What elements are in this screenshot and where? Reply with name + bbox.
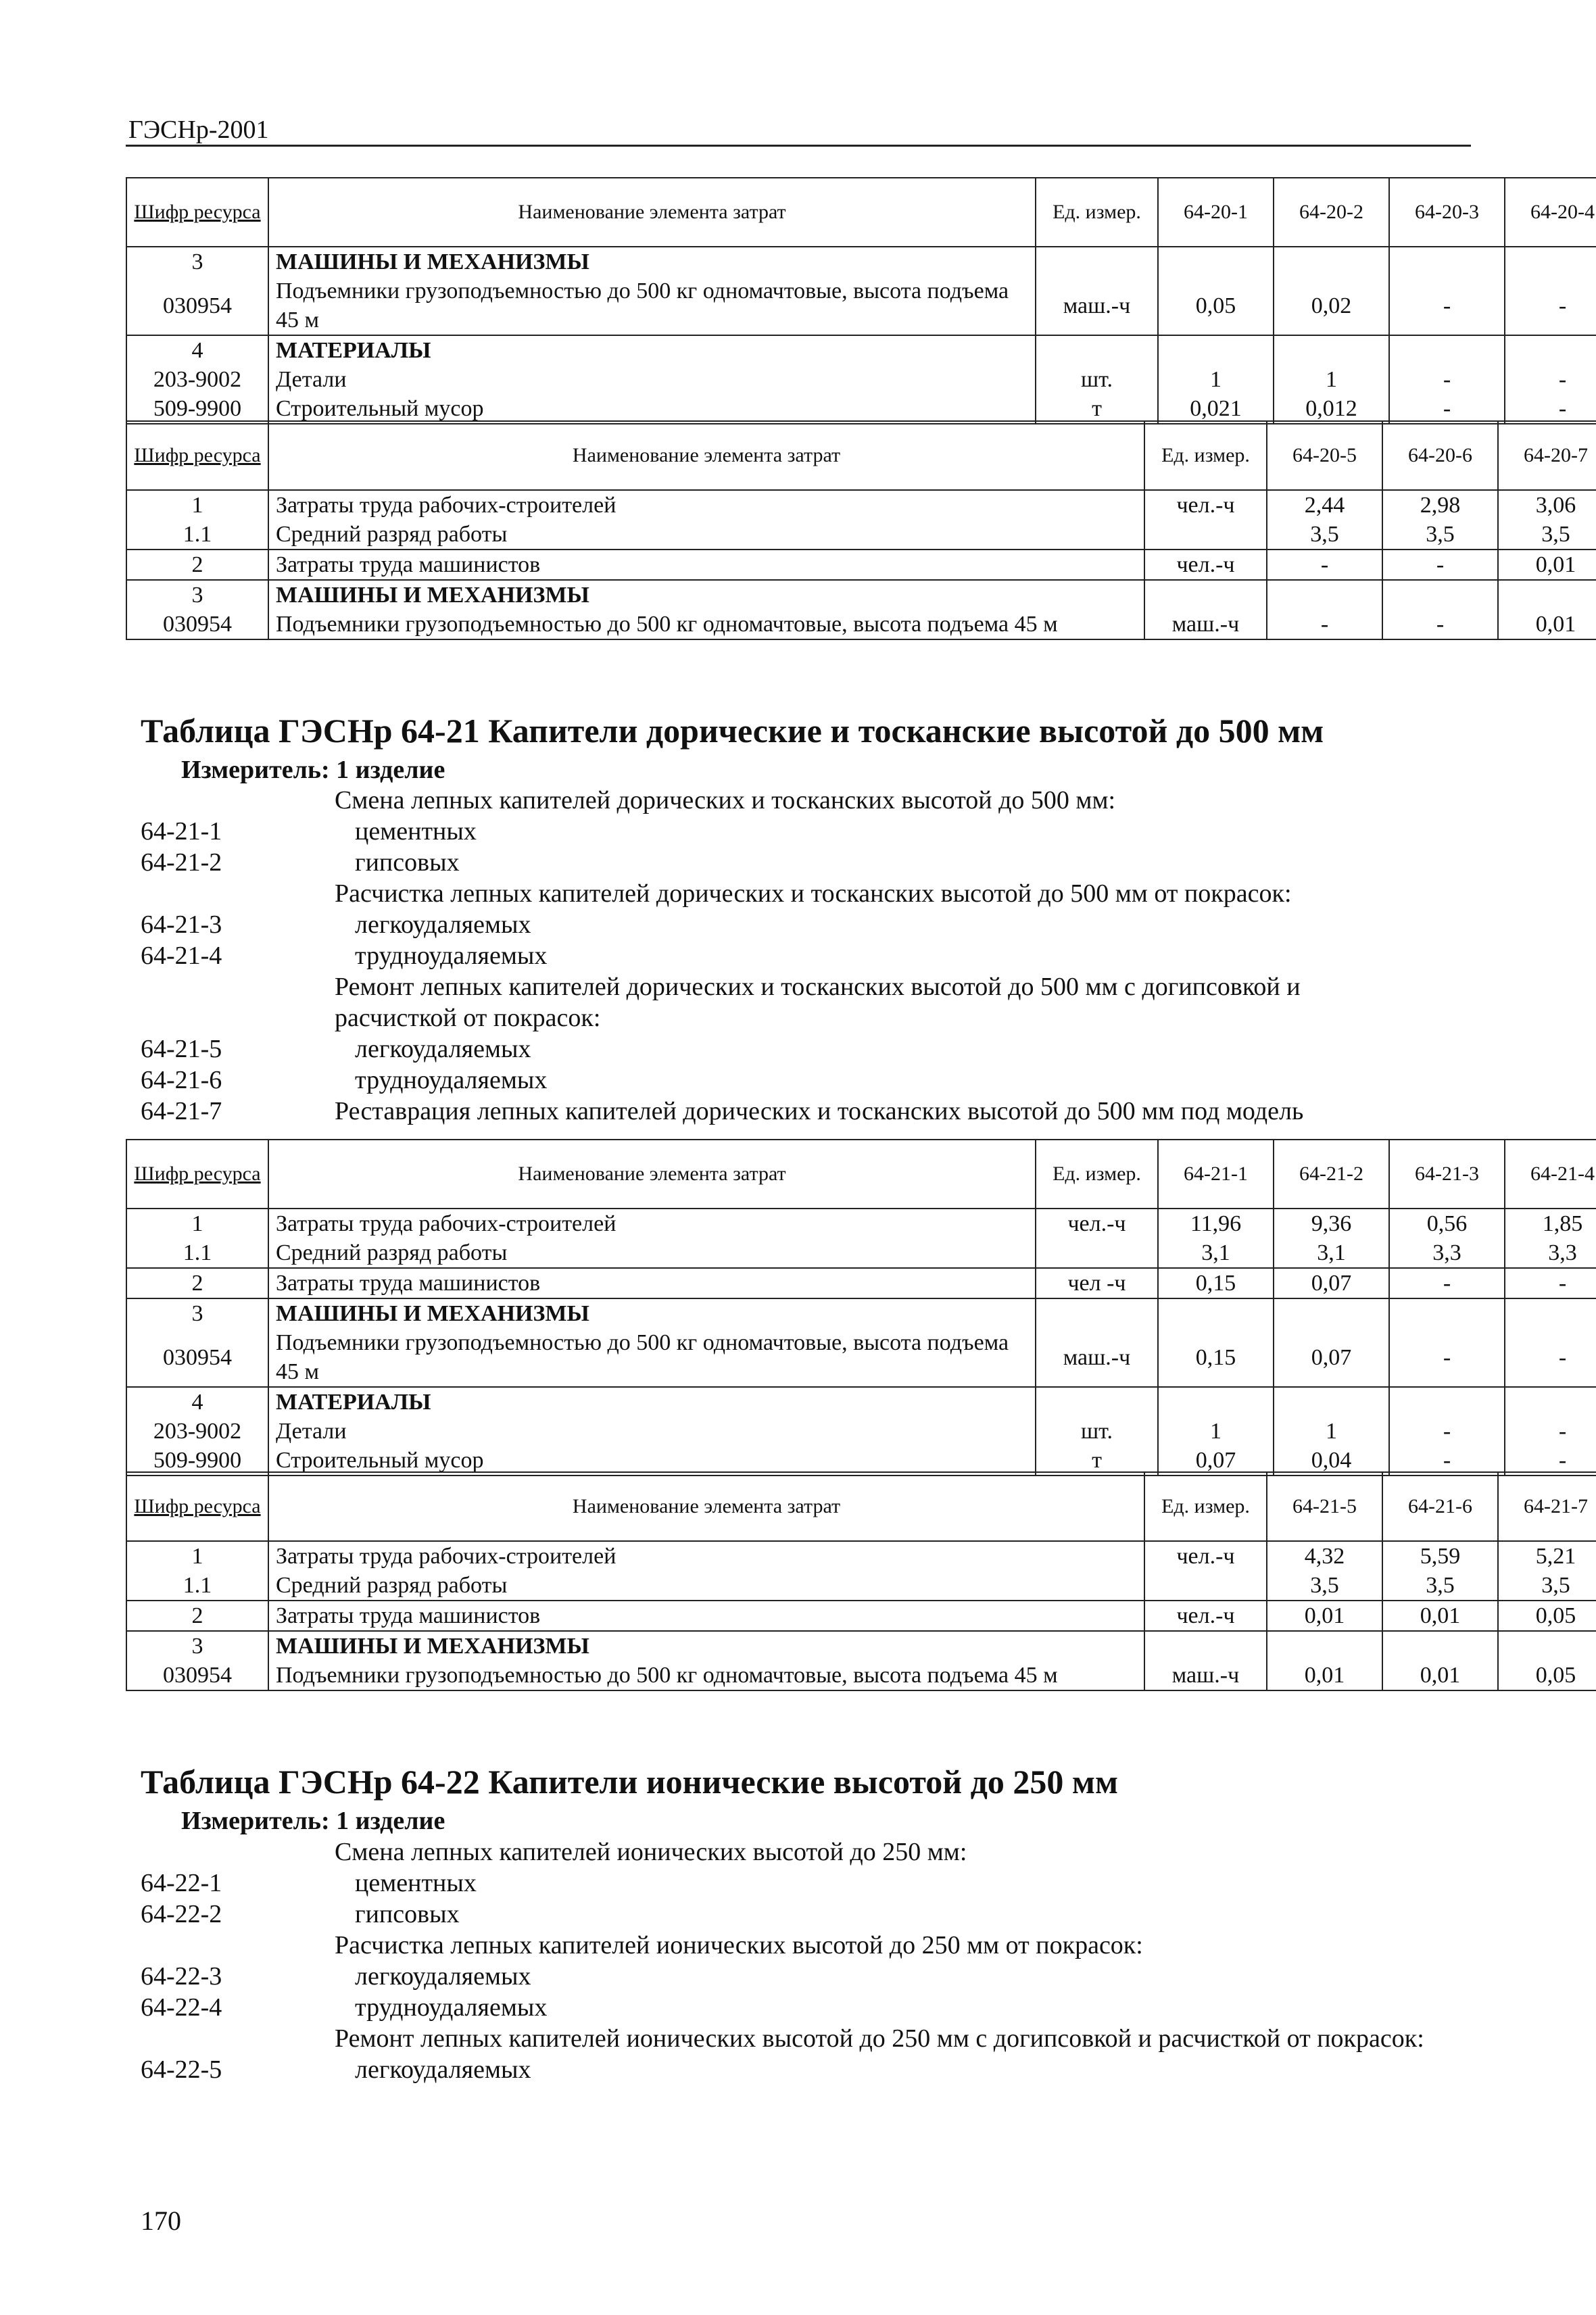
resource-code: 3: [126, 1631, 268, 1661]
resource-name: Детали: [268, 1417, 1036, 1446]
norm-value: 0,07: [1274, 1268, 1389, 1298]
unit: т: [1036, 1446, 1158, 1476]
col-header-code-label: Шифр ресурса: [134, 1163, 261, 1185]
norm-value: -: [1505, 1328, 1596, 1387]
work-item: [141, 878, 1425, 909]
work-description: Ремонт лепных капителей ионических высотой до 250 мм с догипсовкой и расчисткой от покрасок:: [335, 2024, 1424, 2053]
norm-value: 0,05: [1498, 1601, 1596, 1631]
work-code: 64-22-1: [141, 1869, 222, 1897]
norm-value: [1389, 1298, 1505, 1328]
col-header-norm: 64-20-3: [1389, 178, 1505, 247]
resource-code: 203-9002: [126, 365, 268, 394]
resource-name: Затраты труда рабочих-строителей: [268, 1541, 1144, 1571]
unit: [1144, 520, 1267, 550]
resource-name: Строительный мусор: [268, 394, 1036, 424]
norm-value: [1158, 1387, 1274, 1417]
norm-value: [1498, 1631, 1596, 1661]
norm-value: [1505, 335, 1596, 365]
norm-value: 3,3: [1389, 1238, 1505, 1268]
work-description: Ремонт лепных капителей дорических и тосканских высотой до 500 мм с догипсовкой и расчисткой от покрасок:: [335, 973, 1301, 1032]
resource-table-64-21-5-7: [126, 1471, 1596, 1691]
table-row: [126, 550, 1596, 580]
resource-name: МАШИНЫ И МЕХАНИЗМЫ: [268, 580, 1144, 610]
norm-value: -: [1389, 394, 1505, 424]
col-header-norm: 64-20-4: [1505, 178, 1596, 247]
norm-value: -: [1505, 276, 1596, 335]
col-header-name: Наименование элемента затрат: [268, 1140, 1036, 1209]
norm-value: -: [1389, 365, 1505, 394]
table-row: [126, 1238, 1596, 1268]
table-row: [126, 1661, 1596, 1690]
resource-code: 1: [126, 490, 268, 520]
resource-name: МАШИНЫ И МЕХАНИЗМЫ: [268, 1298, 1036, 1328]
table-row: [126, 1328, 1596, 1387]
norm-value: -: [1389, 1268, 1505, 1298]
unit: чел -ч: [1036, 1268, 1158, 1298]
unit: [1144, 1571, 1267, 1601]
resource-name: МАТЕРИАЛЫ: [268, 1387, 1036, 1417]
norm-value: -: [1389, 1417, 1505, 1446]
table-row: [126, 1298, 1596, 1328]
work-item: [141, 1992, 1425, 2023]
norm-value: 0,01: [1267, 1661, 1382, 1690]
measure-unit-64-22: Измеритель: 1 изделие: [181, 1807, 445, 1835]
work-code: [141, 2023, 335, 2054]
table-header-row: [126, 1140, 1596, 1209]
norm-value: 0,15: [1158, 1268, 1274, 1298]
work-description: Расчистка лепных капителей дорических и тосканских высотой до 500 мм от покрасок:: [335, 879, 1292, 908]
norm-value: 3,5: [1382, 520, 1498, 550]
norm-value: [1158, 335, 1274, 365]
col-header-code: [126, 1140, 268, 1209]
resource-name: Затраты труда машинистов: [268, 1268, 1036, 1298]
resource-code: 3: [126, 247, 268, 276]
unit: шт.: [1036, 1417, 1158, 1446]
col-header-norm: 64-20-2: [1274, 178, 1389, 247]
col-header-unit: Ед. измер.: [1036, 1140, 1158, 1209]
norm-value: [1274, 247, 1389, 276]
work-item: [141, 971, 1425, 1033]
norm-value: 0,01: [1382, 1661, 1498, 1690]
norm-value: -: [1389, 276, 1505, 335]
work-description: гипсовых: [355, 1900, 460, 1928]
resource-name: Средний разряд работы: [268, 1571, 1144, 1601]
work-description: легкоудаляемых: [355, 1035, 531, 1063]
work-description: Смена лепных капителей ионических высотой до 250 мм:: [335, 1838, 967, 1866]
resource-name: Детали: [268, 365, 1036, 394]
table-row: [126, 520, 1596, 550]
col-header-code: [126, 1472, 268, 1541]
table-row: [126, 610, 1596, 639]
norm-value: 0,07: [1274, 1328, 1389, 1387]
work-code: 64-22-5: [141, 2055, 222, 2084]
header-rule: [126, 145, 1471, 147]
resource-table-64-21-1-4: [126, 1139, 1596, 1476]
norm-value: 3,1: [1274, 1238, 1389, 1268]
norm-value: 3,5: [1267, 1571, 1382, 1601]
resource-code: 1.1: [126, 1238, 268, 1268]
norm-value: [1505, 1298, 1596, 1328]
norm-value: 0,01: [1498, 610, 1596, 639]
resource-name: Подъемники грузоподъемностью до 500 кг одномачтовые, высота подъема 45 м: [268, 1328, 1036, 1387]
col-header-name: Наименование элемента затрат: [268, 421, 1144, 490]
unit: маш.-ч: [1144, 610, 1267, 639]
table-row: [126, 1631, 1596, 1661]
norm-value: 4,32: [1267, 1541, 1382, 1571]
col-header-norm: 64-20-1: [1158, 178, 1274, 247]
norm-value: [1158, 1298, 1274, 1328]
work-description: цементных: [355, 1869, 477, 1897]
work-item: [141, 1065, 1425, 1096]
norm-value: 1: [1158, 1417, 1274, 1446]
norm-value: 9,36: [1274, 1209, 1389, 1238]
norm-value: [1382, 1631, 1498, 1661]
resource-code: 2: [126, 550, 268, 580]
col-header-unit: Ед. измер.: [1036, 178, 1158, 247]
measure-unit-64-21: Измеритель: 1 изделие: [181, 756, 445, 784]
resource-name: Подъемники грузоподъемностью до 500 кг одномачтовые, высота подъема 45 м: [268, 1661, 1144, 1690]
table-row: [126, 1541, 1596, 1571]
work-item: [141, 847, 1425, 878]
norm-value: 0,07: [1158, 1446, 1274, 1476]
table-row: [126, 1209, 1596, 1238]
norm-value: -: [1382, 610, 1498, 639]
norm-value: 0,04: [1274, 1446, 1389, 1476]
works-list-64-22: [141, 1836, 1425, 2085]
col-header-norm: 64-21-2: [1274, 1140, 1389, 1209]
table-row: [126, 335, 1596, 365]
norm-value: 0,01: [1498, 550, 1596, 580]
work-code: 64-21-3: [141, 910, 222, 939]
norm-value: 2,98: [1382, 490, 1498, 520]
resource-code: 4: [126, 335, 268, 365]
norm-value: -: [1505, 1417, 1596, 1446]
norm-value: [1274, 1298, 1389, 1328]
norm-value: [1274, 1387, 1389, 1417]
norm-value: 3,5: [1382, 1571, 1498, 1601]
resource-code: 4: [126, 1387, 268, 1417]
work-code: 64-22-4: [141, 1993, 222, 2022]
resource-name: Подъемники грузоподъемностью до 500 кг одномачтовые, высота подъема 45 м: [268, 276, 1036, 335]
col-header-name: Наименование элемента затрат: [268, 1472, 1144, 1541]
resource-table-64-20-5-7: [126, 420, 1596, 640]
norm-value: -: [1505, 1268, 1596, 1298]
table-title-64-21: Таблица ГЭСНр 64-21 Капители дорические и тосканские высотой до 500 мм: [141, 712, 1324, 750]
norm-value: [1382, 580, 1498, 610]
unit: чел.-ч: [1036, 1209, 1158, 1238]
unit: [1144, 1631, 1267, 1661]
unit: маш.-ч: [1036, 1328, 1158, 1387]
unit: маш.-ч: [1036, 276, 1158, 335]
resource-code: 1: [126, 1209, 268, 1238]
unit: [1144, 580, 1267, 610]
col-header-norm: 64-21-1: [1158, 1140, 1274, 1209]
work-description: легкоудаляемых: [355, 1962, 531, 1991]
norm-value: 3,3: [1505, 1238, 1596, 1268]
col-header-norm: 64-20-6: [1382, 421, 1498, 490]
work-code: [141, 1836, 335, 1868]
works-list-64-21: [141, 785, 1425, 1127]
work-item: [141, 1096, 1425, 1127]
norm-value: 3,5: [1498, 1571, 1596, 1601]
norm-value: 0,012: [1274, 394, 1389, 424]
resource-code: 203-9002: [126, 1417, 268, 1446]
norm-value: [1158, 247, 1274, 276]
unit: [1036, 1298, 1158, 1328]
work-description: цементных: [355, 817, 477, 846]
norm-value: 3,5: [1498, 520, 1596, 550]
norm-value: 1: [1274, 1417, 1389, 1446]
resource-code: 030954: [126, 1328, 268, 1387]
unit: чел.-ч: [1144, 550, 1267, 580]
norm-value: 2,44: [1267, 490, 1382, 520]
col-header-code-label: Шифр ресурса: [134, 444, 261, 466]
col-header-norm: 64-21-6: [1382, 1472, 1498, 1541]
norm-value: -: [1389, 1446, 1505, 1476]
resource-code: 509-9900: [126, 394, 268, 424]
norm-value: 3,06: [1498, 490, 1596, 520]
norm-value: 5,59: [1382, 1541, 1498, 1571]
work-item: [141, 816, 1425, 847]
resource-name: МАШИНЫ И МЕХАНИЗМЫ: [268, 247, 1036, 276]
resource-code: 1.1: [126, 1571, 268, 1601]
norm-value: 3,1: [1158, 1238, 1274, 1268]
col-header-norm: 64-20-7: [1498, 421, 1596, 490]
unit: маш.-ч: [1144, 1661, 1267, 1690]
col-header-name: Наименование элемента затрат: [268, 178, 1036, 247]
norm-value: 0,02: [1274, 276, 1389, 335]
norm-value: 5,21: [1498, 1541, 1596, 1571]
norm-value: [1389, 1387, 1505, 1417]
unit: [1036, 247, 1158, 276]
work-code: 64-21-1: [141, 817, 222, 846]
col-header-code-label: Шифр ресурса: [134, 1495, 261, 1517]
table-row: [126, 247, 1596, 276]
work-description: трудноудаляемых: [355, 1993, 548, 2022]
resource-code: 509-9900: [126, 1446, 268, 1476]
table-row: [126, 1387, 1596, 1417]
resource-code: 3: [126, 1298, 268, 1328]
norm-value: -: [1505, 1446, 1596, 1476]
norm-value: [1505, 1387, 1596, 1417]
unit: шт.: [1036, 365, 1158, 394]
col-header-unit: Ед. измер.: [1144, 1472, 1267, 1541]
work-item: [141, 1930, 1425, 1961]
col-header-unit: Ед. измер.: [1144, 421, 1267, 490]
norm-value: 1,85: [1505, 1209, 1596, 1238]
norm-value: 11,96: [1158, 1209, 1274, 1238]
norm-value: 0,15: [1158, 1328, 1274, 1387]
norm-value: -: [1382, 550, 1498, 580]
norm-value: -: [1505, 365, 1596, 394]
norm-value: -: [1267, 550, 1382, 580]
work-item: [141, 1033, 1425, 1065]
norm-value: -: [1389, 1328, 1505, 1387]
norm-value: 1: [1158, 365, 1274, 394]
work-item: [141, 1961, 1425, 1992]
resource-code: 2: [126, 1601, 268, 1631]
norm-value: [1267, 1631, 1382, 1661]
page-number: 170: [141, 2206, 181, 2236]
work-code: 64-22-3: [141, 1962, 222, 1991]
work-code: 64-21-4: [141, 942, 222, 970]
table-row: [126, 490, 1596, 520]
unit: чел.-ч: [1144, 1541, 1267, 1571]
resource-code: 030954: [126, 1661, 268, 1690]
resource-code: 030954: [126, 276, 268, 335]
work-code: [141, 785, 335, 816]
resource-name: Затраты труда рабочих-строителей: [268, 490, 1144, 520]
col-header-code: [126, 178, 268, 247]
work-code: [141, 878, 335, 909]
norm-value: 0,01: [1382, 1601, 1498, 1631]
work-description: трудноудаляемых: [355, 1066, 548, 1094]
col-header-norm: 64-21-3: [1389, 1140, 1505, 1209]
norm-value: [1267, 580, 1382, 610]
work-code: 64-21-7: [141, 1097, 222, 1125]
resource-code: 3: [126, 580, 268, 610]
table-row: [126, 1417, 1596, 1446]
work-item: [141, 940, 1425, 971]
work-description: легкоудаляемых: [355, 910, 531, 939]
resource-name: Затраты труда машинистов: [268, 1601, 1144, 1631]
work-item: [141, 2054, 1425, 2085]
unit: чел.-ч: [1144, 490, 1267, 520]
resource-name: Затраты труда рабочих-строителей: [268, 1209, 1036, 1238]
norm-value: 0,56: [1389, 1209, 1505, 1238]
unit: [1036, 335, 1158, 365]
work-code: [141, 971, 335, 1033]
resource-name: МАШИНЫ И МЕХАНИЗМЫ: [268, 1631, 1144, 1661]
col-header-norm: 64-20-5: [1267, 421, 1382, 490]
resource-name: Строительный мусор: [268, 1446, 1036, 1476]
resource-name: Средний разряд работы: [268, 520, 1144, 550]
work-code: [141, 1930, 335, 1961]
work-item: [141, 1899, 1425, 1930]
table-row: [126, 580, 1596, 610]
work-item: [141, 1836, 1425, 1868]
resource-table-64-20-1-4: [126, 177, 1596, 424]
work-code: 64-22-2: [141, 1900, 222, 1928]
unit: [1036, 1238, 1158, 1268]
table-row: [126, 1601, 1596, 1631]
table-row: [126, 276, 1596, 335]
col-header-norm: 64-21-7: [1498, 1472, 1596, 1541]
unit: чел.-ч: [1144, 1601, 1267, 1631]
resource-name: МАТЕРИАЛЫ: [268, 335, 1036, 365]
table-row: [126, 1268, 1596, 1298]
norm-value: [1389, 335, 1505, 365]
table-header-row: [126, 1472, 1596, 1541]
norm-value: 0,021: [1158, 394, 1274, 424]
unit: [1036, 1387, 1158, 1417]
work-description: Смена лепных капителей дорических и тосканских высотой до 500 мм:: [335, 786, 1116, 814]
norm-value: 3,5: [1267, 520, 1382, 550]
resource-name: Подъемники грузоподъемностью до 500 кг одномачтовые, высота подъема 45 м: [268, 610, 1144, 639]
page-header-title: ГЭСНр-2001: [128, 116, 269, 144]
work-description: легкоудаляемых: [355, 2055, 531, 2084]
table-row: [126, 365, 1596, 394]
work-code: 64-21-5: [141, 1035, 222, 1063]
norm-value: -: [1267, 610, 1382, 639]
norm-value: 0,05: [1498, 1661, 1596, 1690]
col-header-code: [126, 421, 268, 490]
work-description: трудноудаляемых: [355, 942, 548, 970]
work-item: [141, 909, 1425, 940]
work-code: 64-21-2: [141, 848, 222, 877]
work-item: [141, 1868, 1425, 1899]
norm-value: [1389, 247, 1505, 276]
resource-code: 2: [126, 1268, 268, 1298]
norm-value: 0,05: [1158, 276, 1274, 335]
work-description: гипсовых: [355, 848, 460, 877]
resource-code: 1: [126, 1541, 268, 1571]
work-description: Реставрация лепных капителей дорических и тосканских высотой до 500 мм под модель: [335, 1097, 1304, 1125]
unit: т: [1036, 394, 1158, 424]
work-description: Расчистка лепных капителей ионических высотой до 250 мм от покрасок:: [335, 1931, 1143, 1959]
table-title-64-22: Таблица ГЭСНр 64-22 Капители ионические высотой до 250 мм: [141, 1763, 1118, 1801]
work-item: [141, 785, 1425, 816]
norm-value: -: [1505, 394, 1596, 424]
table-header-row: [126, 421, 1596, 490]
col-header-code-label: Шифр ресурса: [134, 201, 261, 223]
col-header-norm: 64-21-4: [1505, 1140, 1596, 1209]
work-code: 64-21-6: [141, 1066, 222, 1094]
norm-value: 0,01: [1267, 1601, 1382, 1631]
col-header-norm: 64-21-5: [1267, 1472, 1382, 1541]
table-row: [126, 394, 1596, 424]
resource-code: 1.1: [126, 520, 268, 550]
table-row: [126, 1571, 1596, 1601]
table-header-row: [126, 178, 1596, 247]
resource-code: 030954: [126, 610, 268, 639]
work-item: [141, 2023, 1425, 2054]
resource-name: Средний разряд работы: [268, 1238, 1036, 1268]
norm-value: [1274, 335, 1389, 365]
norm-value: 1: [1274, 365, 1389, 394]
norm-value: [1498, 580, 1596, 610]
resource-name: Затраты труда машинистов: [268, 550, 1144, 580]
norm-value: [1505, 247, 1596, 276]
